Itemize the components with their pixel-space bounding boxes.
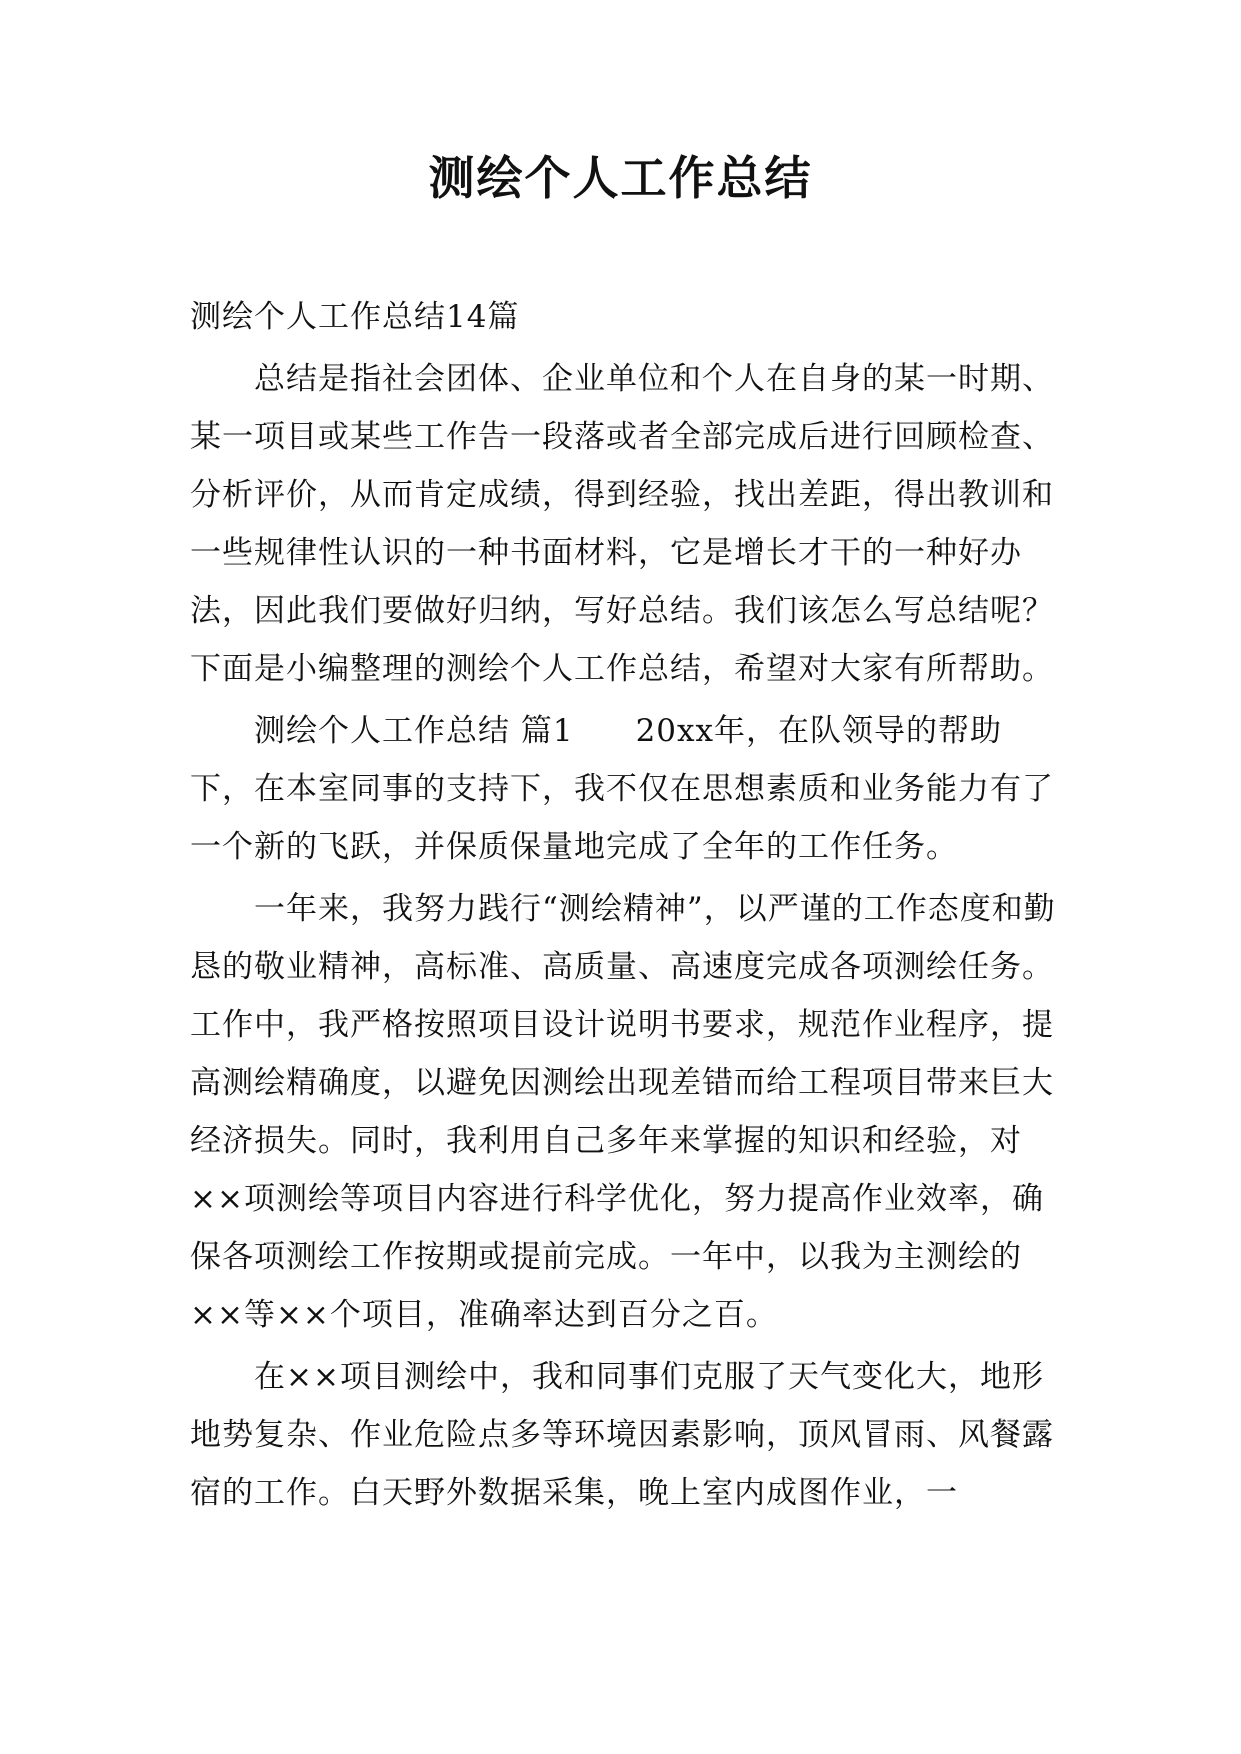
section-1-heading: 测绘个人工作总结 篇1	[254, 713, 574, 749]
document-subtitle: 测绘个人工作总结14篇	[190, 299, 520, 335]
body-paragraph: 一年来，我努力践行“测绘精神”，以严谨的工作态度和勤恳的敬业精神，高标准、高质量、高速度完成各项测绘任务。工作中，我严格按照项目设计说明书要求，规范作业程序，提高测绘精确度，以避免因测绘出现差错而给工程项目带来巨大经济损失。同时，我利用自己多年来掌握的知识和经验，对××项测绘等项目内容进行科学优化，努力提高作业效率，确保各项测绘工作按期或提前完成。一年中，以我为主测绘的××等××个项目，准确率达到百分之百。	[190, 891, 1056, 1333]
document-title: 测绘个人工作总结	[428, 151, 813, 205]
document-body	[190, 288, 1056, 1522]
section-1-paragraph	[190, 702, 1056, 876]
section-1-text: 20xx年，在队领导的帮助下，在本室同事的支持下，我不仅在思想素质和业务能力有了一个新的飞跃，并保质保量地完成了全年的工作任务。	[190, 713, 1054, 865]
intro-paragraph: 总结是指社会团体、企业单位和个人在自身的某一时期、某一项目或某些工作告一段落或者全部完成后进行回顾检查、分析评价，从而肯定成绩，得到经验，找出差距，得出教训和一些规律性认识的一种书面材料，它是增长才干的一种好办法，因此我们要做好归纳，写好总结。我们该怎么写总结呢？下面是小编整理的测绘个人工作总结，希望对大家有所帮助。	[190, 361, 1054, 687]
body-paragraph: 在××项目测绘中，我和同事们克服了天气变化大，地形地势复杂、作业危险点多等环境因素影响，顶风冒雨、风餐露宿的工作。白天野外数据采集，晚上室内成图作业，一	[190, 1359, 1054, 1511]
